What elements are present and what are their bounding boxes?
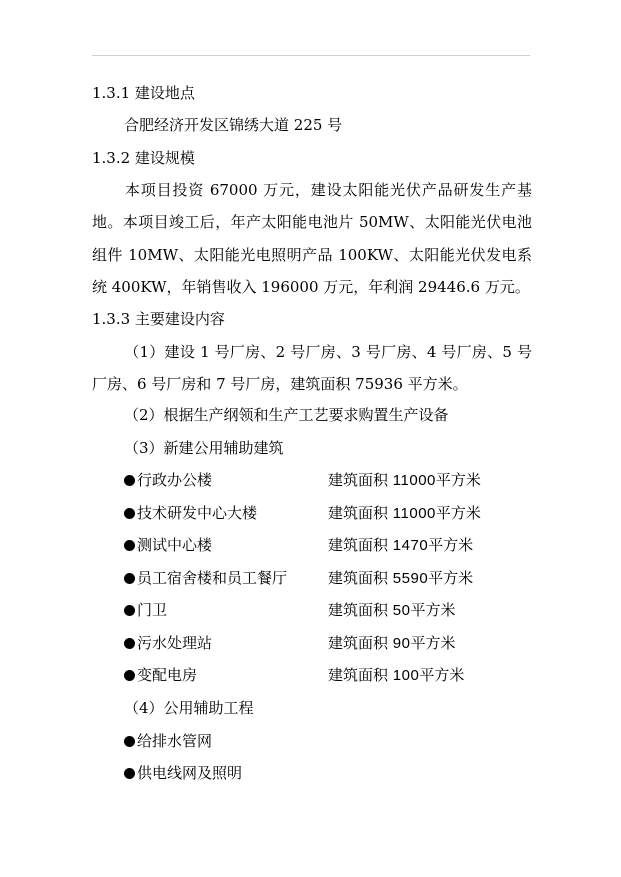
building-area bbox=[328, 633, 456, 654]
section-heading-1-3-3: 1.3.3 主要建设内容 bbox=[92, 310, 225, 328]
building-area bbox=[328, 568, 473, 589]
area-value: 5590 bbox=[392, 570, 429, 587]
area-unit: 平方米 bbox=[435, 471, 481, 489]
building-item bbox=[124, 600, 167, 620]
area-value: 90 bbox=[392, 635, 411, 652]
utility-name: 给排水管网 bbox=[137, 732, 213, 750]
section-heading-1-3-2: 1.3.2 建设规模 bbox=[92, 149, 195, 167]
bullet-icon bbox=[124, 670, 135, 681]
building-area bbox=[328, 665, 464, 686]
bullet-icon bbox=[124, 605, 135, 616]
building-name: 门卫 bbox=[137, 601, 168, 619]
area-label: 建筑面积 bbox=[328, 504, 389, 522]
construction-scale-text: 本项目投资 67000 万元，建设太阳能光伏产品研发生产基地。本项目竣工后，年产太阳能电池片 50MW、太阳能光伏电池组件 10MW、太阳能光电照明产品 100KW、太阳能光伏发电系统 400KW，年销售收入 196000 万元，年利润 29446.6 万元。 bbox=[92, 181, 532, 297]
area-label: 建筑面积 bbox=[328, 471, 389, 489]
utility-item bbox=[124, 763, 242, 783]
building-name: 变配电房 bbox=[137, 666, 198, 684]
building-name: 污水处理站 bbox=[137, 634, 213, 652]
bullet-icon bbox=[124, 540, 135, 551]
building-name: 技术研发中心大楼 bbox=[137, 504, 258, 522]
area-unit: 平方米 bbox=[410, 634, 456, 652]
content-item-2: （2）根据生产纲领和生产工艺要求购置生产设备 bbox=[124, 406, 449, 424]
bullet-icon bbox=[124, 475, 135, 486]
content-item-1 bbox=[92, 336, 532, 401]
building-area bbox=[328, 470, 481, 491]
building-item bbox=[124, 503, 257, 523]
building-item bbox=[124, 535, 212, 555]
area-value: 1470 bbox=[392, 537, 429, 554]
building-item bbox=[124, 568, 287, 588]
bullet-icon bbox=[124, 573, 135, 584]
construction-scale-paragraph bbox=[92, 174, 532, 304]
area-label: 建筑面积 bbox=[328, 666, 389, 684]
area-value: 11000 bbox=[392, 505, 436, 522]
area-unit: 平方米 bbox=[428, 569, 474, 587]
bullet-icon bbox=[124, 768, 135, 779]
area-value: 100 bbox=[392, 667, 420, 684]
area-label: 建筑面积 bbox=[328, 601, 389, 619]
utility-name: 供电线网及照明 bbox=[137, 764, 243, 782]
bullet-icon bbox=[124, 638, 135, 649]
area-unit: 平方米 bbox=[419, 666, 465, 684]
building-item bbox=[124, 665, 197, 685]
content-item-1-text: （1）建设 1 号厂房、2 号厂房、3 号厂房、4 号厂房、5 号厂房、6 号厂房和 7 号厂房，建筑面积 75936 平方米。 bbox=[92, 343, 532, 394]
area-label: 建筑面积 bbox=[328, 569, 389, 587]
building-area bbox=[328, 535, 473, 556]
section-heading-1-3-1: 1.3.1 建设地点 bbox=[92, 84, 195, 102]
building-name: 测试中心楼 bbox=[137, 536, 213, 554]
area-label: 建筑面积 bbox=[328, 536, 389, 554]
bullet-icon bbox=[124, 508, 135, 519]
area-unit: 平方米 bbox=[410, 601, 456, 619]
building-item bbox=[124, 633, 212, 653]
building-area bbox=[328, 600, 456, 621]
building-area bbox=[328, 503, 481, 524]
building-name: 行政办公楼 bbox=[137, 471, 213, 489]
content-item-3: （3）新建公用辅助建筑 bbox=[124, 439, 284, 457]
area-value: 11000 bbox=[392, 472, 436, 489]
area-label: 建筑面积 bbox=[328, 634, 389, 652]
content-item-4: （4）公用辅助工程 bbox=[124, 699, 254, 717]
area-unit: 平方米 bbox=[428, 536, 474, 554]
building-item bbox=[124, 470, 212, 490]
building-name: 员工宿舍楼和员工餐厅 bbox=[137, 569, 288, 587]
area-unit: 平方米 bbox=[435, 504, 481, 522]
utility-item bbox=[124, 731, 212, 751]
bullet-icon bbox=[124, 736, 135, 747]
area-value: 50 bbox=[392, 602, 411, 619]
header-rule bbox=[92, 55, 530, 56]
construction-location: 合肥经济开发区锦绣大道 225 号 bbox=[124, 116, 343, 134]
